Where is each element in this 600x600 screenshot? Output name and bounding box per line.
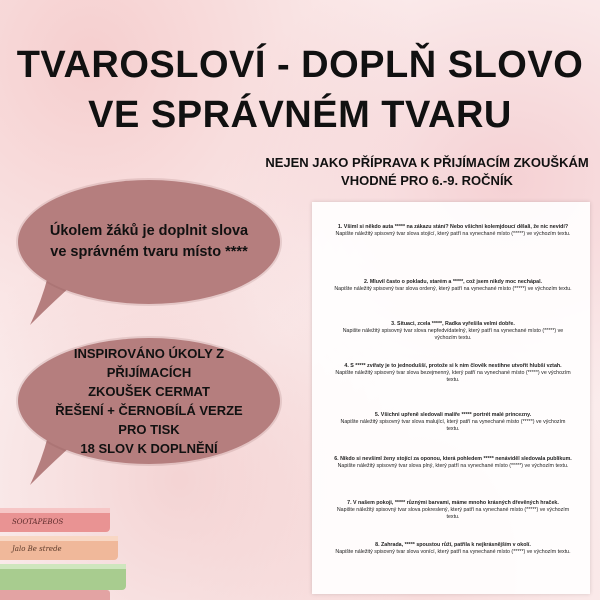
book-spine-label-1: SOOTAPEBOS	[12, 518, 64, 526]
info-line-2: ZKOUŠEK CERMAT	[88, 384, 210, 399]
exercise-sentence: 7. V našem pokoji, ***** různými barvami, máme mnoho krásných dřevěných hraček.	[347, 500, 559, 506]
info-line-3: ŘEŠENÍ + ČERNOBÍLÁ VERZE PRO TISK	[55, 403, 243, 437]
exercise-instruction: Napište náležitý spisovný tvar slova malující, který patří na vynechané místo (*****) ve výchozím textu.	[340, 419, 566, 432]
exercise-sentence: 6. Nikdo si nevšiml ženy stojící za oponou, která pohledem ***** nenáviděl sledovala publikum.	[334, 456, 572, 462]
exercise-instruction: Napište náležitý spisovný tvar slova stojící, který patří na vynechané místo (*****) ve výchozím textu.	[335, 231, 571, 237]
subtitle	[262, 154, 592, 190]
exercise-3	[334, 321, 572, 342]
exercise-sentence: 3. Situaci, zcela *****, Radka vyřešila velmi dobře.	[391, 321, 515, 327]
subtitle-line-1: NEJEN JAKO PŘÍPRAVA K PŘIJÍMACÍM ZKOUŠKÁM	[265, 155, 589, 170]
exercise-5	[334, 412, 572, 433]
title-line-1: TVAROSLOVÍ - DOPLŇ SLOVO	[16, 44, 584, 86]
exercise-instruction: Napište náležitý spisovný tvar slova plný, který patří na vynechané místo (*****) ve výchozím textu.	[337, 463, 569, 469]
exercise-4	[334, 363, 572, 384]
subtitle-line-2: VHODNÉ PRO 6.-9. ROČNÍK	[341, 173, 513, 188]
exercise-instruction: Napište náležitý spisovný tvar slova nepředvídatelný, který patří na vynechané místo (*****) ve výchozím textu.	[342, 328, 564, 341]
page-title	[0, 40, 600, 140]
exercise-8	[334, 542, 572, 556]
title-line-2: VE SPRÁVNÉM TVARU	[88, 94, 512, 136]
exercise-instruction: Napište náležitý spisovný tvar slova vonící, který patří na vynechané místo (*****) ve výchozím textu.	[335, 549, 571, 555]
exercise-instruction: Napište náležitý spisovný tvar slova bezejmenný, který patří na vynechané místo (*****) ve výchozím textu.	[335, 370, 571, 383]
exercise-instruction: Napište náležitý spisovný tvar slova ordený, který patří na vynechané místo (*****) ve výchozím textu.	[334, 286, 572, 292]
info-line-1: INSPIROVÁNO ÚKOLY Z PŘIJÍMACÍCH	[73, 346, 225, 380]
exercise-sentence: 5. Všichni upřeně sledovali malíře ***** portrét malé princezny.	[374, 412, 532, 418]
book-stack-illustration	[0, 490, 130, 600]
exercise-sentence: 4. S ***** zvířaty je to jednodušší, protože si k nim člověk nestihne utvořit hlubší vztah.	[344, 363, 562, 369]
exercise-2	[334, 279, 572, 293]
exercise-sentence: 8. Zahrada, ***** spoustou růží, patřila k nejkrásnějším v okolí.	[375, 542, 531, 548]
exercise-sentence: 2. Mluvil často o pokladu, starém a *****, což jsem nikdy moc nechápal.	[363, 279, 543, 285]
info-line-4: 18 SLOV K DOPLNĚNÍ	[80, 441, 218, 456]
exercise-7	[334, 500, 572, 521]
exercise-instruction: Napište náležitý spisovný tvar slova pokreslený, který patří na vynechané místo (*****) ve výchozím textu.	[336, 507, 570, 520]
exercise-sentence: 1. Všiml si někdo auta ***** na zákazu stání? Nebo všichni kolemjdoucí dělali, že nic nevidí?	[337, 224, 569, 230]
info-bubble-text	[18, 344, 280, 458]
book-spine-label-2: Jalo Be strede	[12, 545, 62, 553]
exercise-6	[334, 456, 572, 470]
info-speech-bubble	[18, 338, 280, 464]
task-speech-bubble	[18, 180, 280, 304]
exercise-1	[334, 224, 572, 238]
task-bubble-text: Úkolem žáků je doplnit slova ve správném tvaru místo ****	[49, 223, 249, 260]
worksheet-preview	[312, 202, 590, 594]
